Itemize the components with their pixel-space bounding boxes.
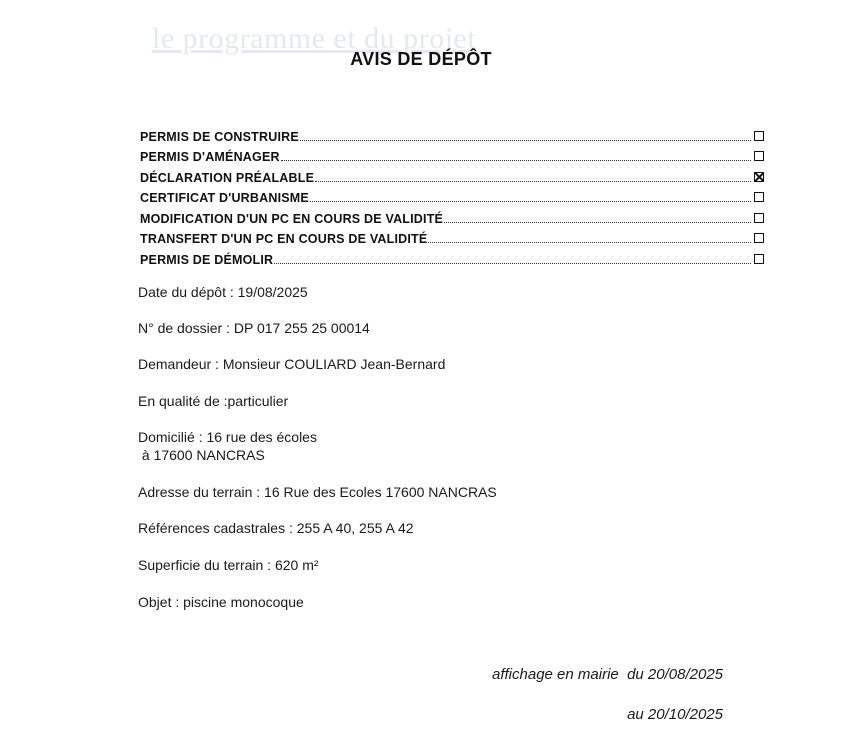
- permit-option-label: CERTIFICAT D'URBANISME: [140, 191, 309, 205]
- superficie-terrain: Superficie du terrain : 620 m²: [138, 557, 319, 573]
- permit-option-declaration-prealable: [140, 164, 764, 185]
- permit-option-label: MODIFICATION D'UN PC EN COURS DE VALIDITÉ: [140, 211, 444, 226]
- date-depot: Date du dépôt : 19/08/2025: [138, 284, 308, 300]
- qualite: En qualité de :particulier: [138, 393, 289, 409]
- permit-option-label: TRANSFERT D'UN PC EN COURS DE VALIDITÉ: [140, 232, 428, 246]
- dot-leader: [428, 242, 751, 243]
- checkbox[interactable]: [754, 151, 764, 161]
- references-cadastrales: Références cadastrales : 255 A 40, 255 A 42: [138, 520, 414, 536]
- checkbox[interactable]: [754, 131, 764, 141]
- checkbox[interactable]: [754, 254, 764, 264]
- domicile-line1: Domicilié : 16 rue des écoles: [138, 429, 317, 445]
- objet: Objet : piscine monocoque: [138, 594, 304, 610]
- dot-leader: [281, 160, 751, 161]
- permit-option-label: PERMIS DE DÉMOLIR: [140, 252, 274, 267]
- permit-option-permis-d-amenager: [140, 144, 764, 165]
- permit-option-label: DÉCLARATION PRÉALABLE: [140, 170, 315, 185]
- domicile-line2: à 17600 NANCRAS: [138, 447, 265, 463]
- checkbox[interactable]: [754, 233, 764, 243]
- dot-leader: [315, 181, 751, 182]
- permit-option-label: PERMIS DE CONSTRUIRE: [140, 129, 299, 144]
- checkbox[interactable]: [754, 192, 764, 202]
- affichage-end: au 20/10/2025: [627, 706, 723, 723]
- dot-leader: [300, 140, 751, 141]
- checkbox[interactable]: [754, 213, 764, 223]
- permit-option-transfert-pc: [140, 226, 764, 247]
- page-title: AVIS DE DÉPÔT: [350, 49, 492, 69]
- permit-option-permis-de-demolir: [140, 246, 764, 267]
- dot-leader: [310, 201, 751, 202]
- adresse-terrain: Adresse du terrain : 16 Rue des Ecoles 17600 NANCRAS: [138, 484, 497, 500]
- checkbox-checked[interactable]: [754, 172, 764, 182]
- permit-option-certificat-d-urbanisme: [140, 185, 764, 206]
- permit-type-checklist: [140, 123, 764, 267]
- numero-dossier: N° de dossier : DP 017 255 25 00014: [138, 320, 370, 336]
- dot-leader: [444, 222, 751, 223]
- bleed-through-text: le programme et du projet: [152, 22, 477, 55]
- permit-option-modification-pc: [140, 205, 764, 226]
- affichage-start: affichage en mairie du 20/08/2025: [492, 666, 723, 683]
- permit-option-label: PERMIS D'AMÉNAGER: [140, 150, 280, 164]
- demandeur: Demandeur : Monsieur COULIARD Jean-Bernard: [138, 356, 446, 372]
- permit-option-permis-de-construire: [140, 123, 764, 144]
- dot-leader: [274, 263, 751, 264]
